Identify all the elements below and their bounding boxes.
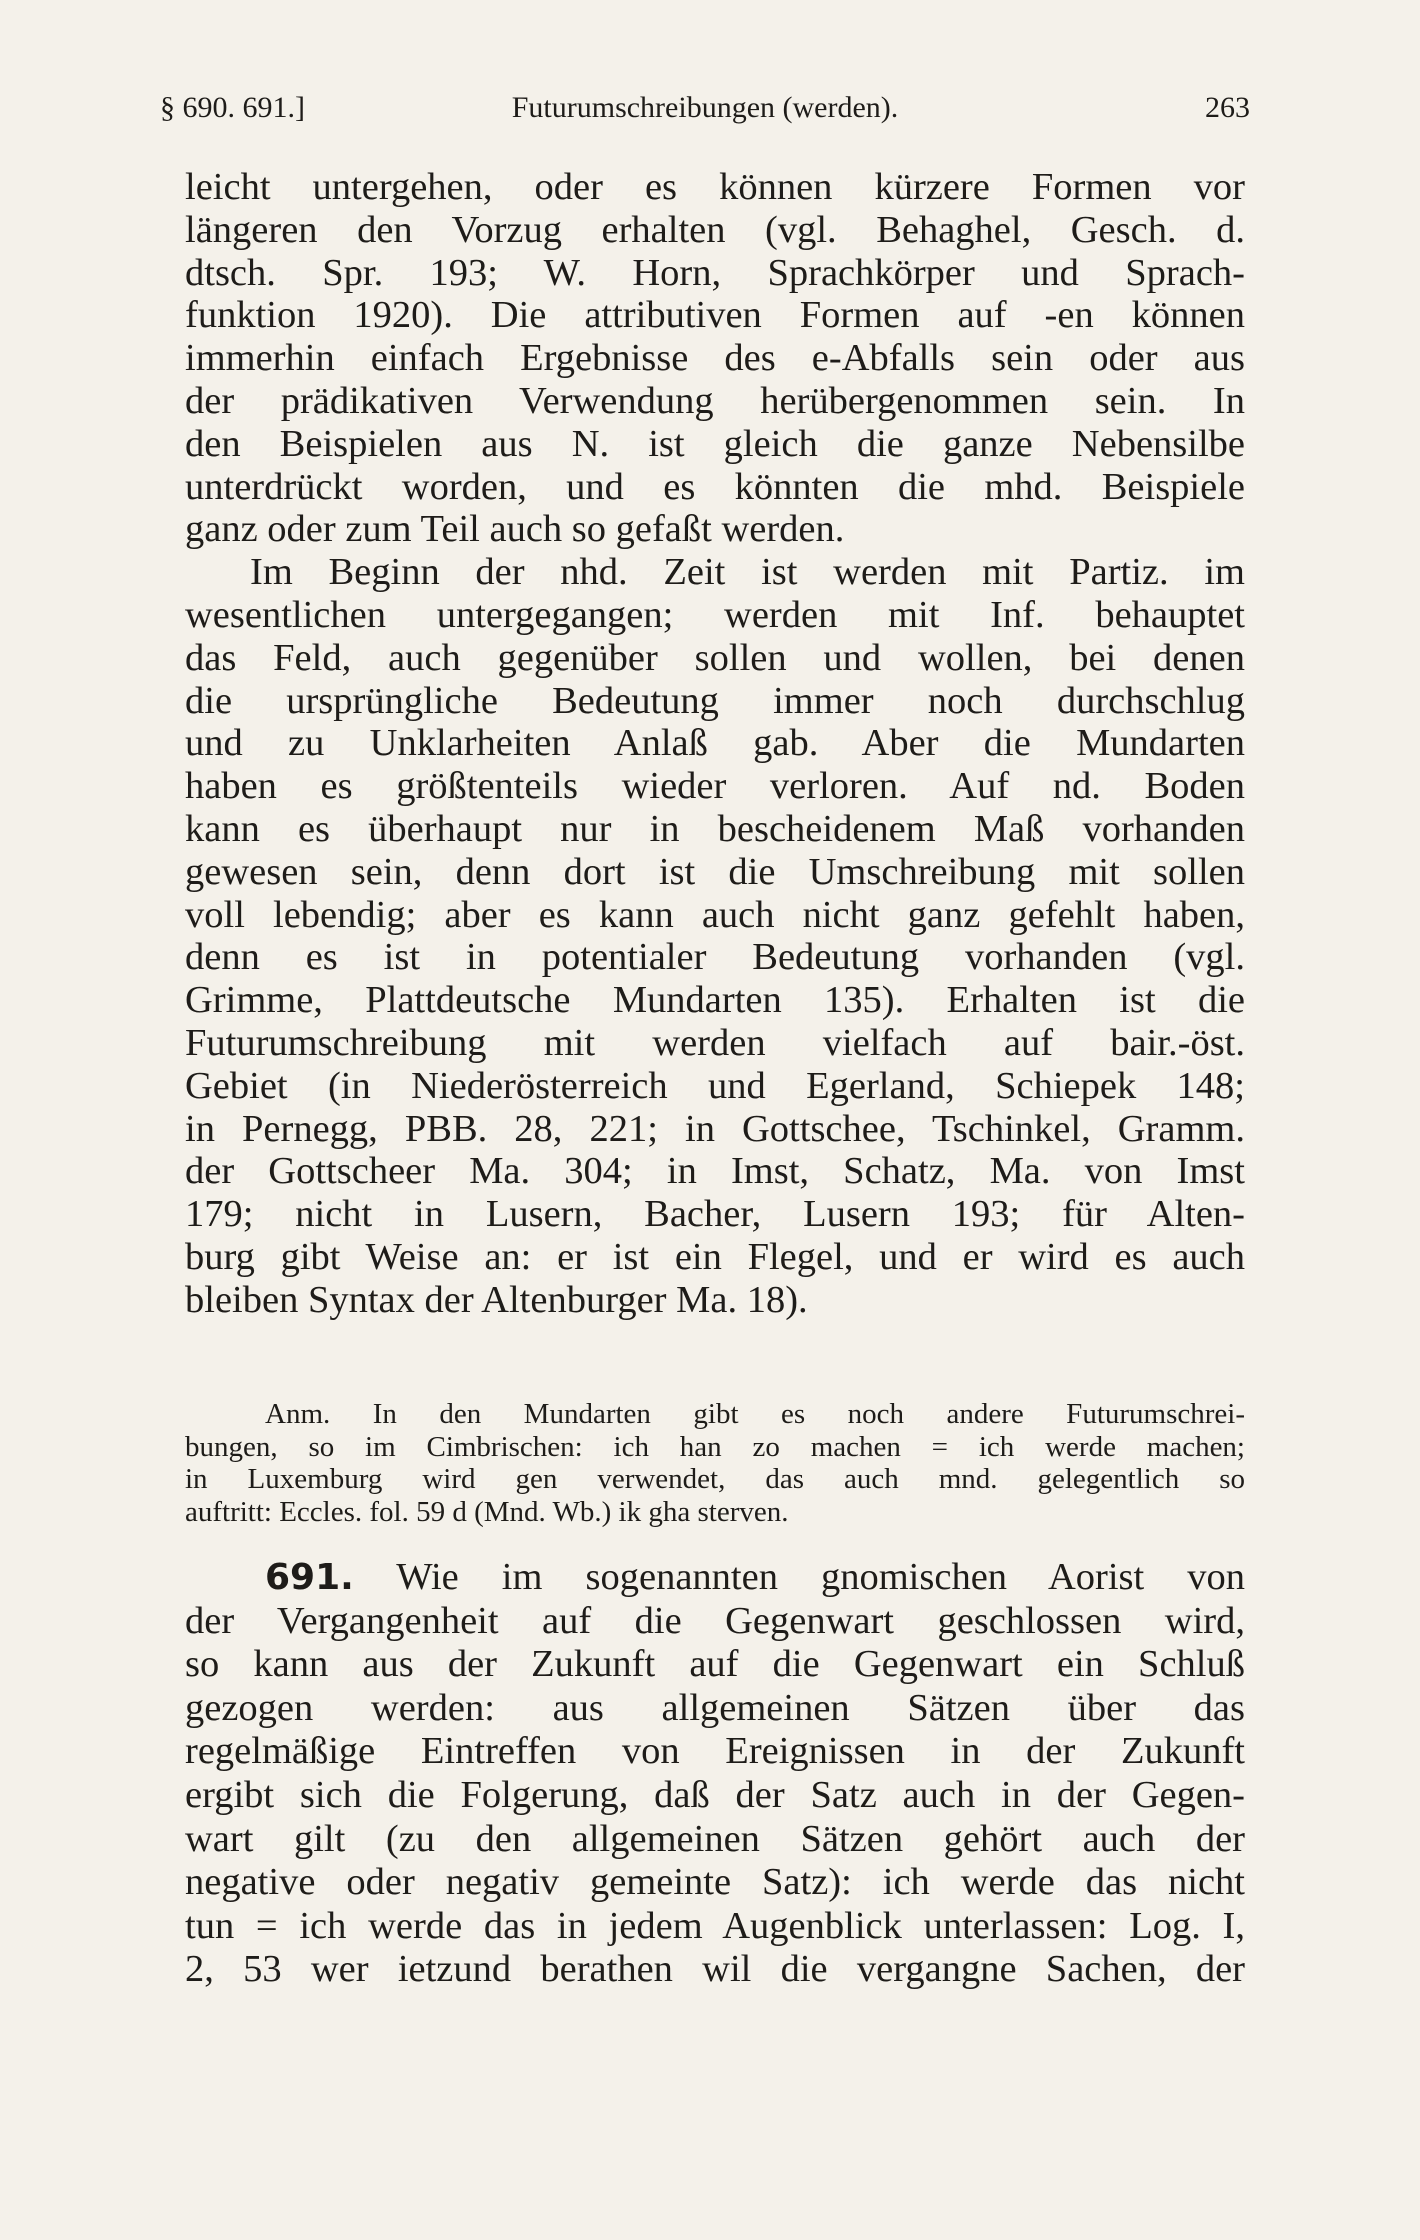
text-line: den Beispielen aus N. ist gleich die ganze Nebensilbe: [185, 422, 1245, 465]
running-head: [160, 86, 1250, 130]
text-line: in Pernegg, PBB. 28, 221; in Gottschee, Tschinkel, Gramm.: [185, 1107, 1245, 1150]
text-line: unterdrückt worden, und es könnten die mhd. Beispiele: [185, 465, 1245, 508]
text-line-content: Wie im sogenannten gnomischen Aorist von: [396, 1556, 1245, 1598]
text-line: funktion 1920). Die attributiven Formen auf -en können: [185, 294, 1245, 337]
text-line: negative oder negativ gemeinte Satz): ich werde das nicht: [185, 1861, 1245, 1904]
text-line: [185, 1556, 1245, 1600]
chapter-title: Futurumschreibungen (werden).: [511, 91, 899, 124]
text-line: burg gibt Weise an: er ist ein Flegel, und er wird es auch: [185, 1235, 1245, 1278]
page-number: 263: [1205, 91, 1250, 124]
text-line: 179; nicht in Lusern, Bacher, Lusern 193; für Alten-: [185, 1193, 1245, 1236]
text-line: ganz oder zum Teil auch so gefaßt werden.: [185, 508, 845, 551]
text-line: längeren den Vorzug erhalten (vgl. Behaghel, Gesch. d.: [185, 208, 1245, 251]
note-line: in Luxemburg wird gen verwendet, das auch mnd. gelegentlich so: [185, 1463, 1245, 1495]
section-number: 691.: [265, 1557, 354, 1598]
text-line: bleiben Syntax der Altenburger Ma. 18).: [185, 1278, 808, 1321]
text-line: Im Beginn der nhd. Zeit ist werden mit Partiz. im: [250, 551, 1245, 594]
text-line: voll lebendig; aber es kann auch nicht ganz gefehlt haben,: [185, 893, 1245, 936]
text-line: wesentlichen untergegangen; werden mit Inf. behauptet: [185, 593, 1245, 636]
text-line: Futurumschreibung mit werden vielfach auf bair.-öst.: [185, 1021, 1245, 1064]
text-line: tun = ich werde das in jedem Augenblick unterlassen: Log. I,: [185, 1904, 1245, 1947]
text-line: dtsch. Spr. 193; W. Horn, Sprachkörper und Sprach-: [185, 251, 1245, 294]
note-line: bungen, so im Cimbrischen: ich han zo machen = ich werde machen;: [185, 1430, 1245, 1463]
section-reference: § 690. 691.]: [160, 91, 305, 124]
text-line: und zu Unklarheiten Anlaß gab. Aber die Mundarten: [185, 722, 1245, 765]
text-line: leicht untergehen, oder es können kürzere Formen vor: [185, 166, 1245, 208]
note-line: Anm. In den Mundarten gibt es noch andere Futurumschrei-: [265, 1398, 1245, 1430]
text-line: Gebiet (in Niederösterreich und Egerland, Schiepek 148;: [185, 1064, 1245, 1107]
text-line: haben es größtenteils wieder verloren. Auf nd. Boden: [185, 765, 1245, 808]
text-line: gezogen werden: aus allgemeinen Sätzen über das: [185, 1686, 1245, 1729]
text-line: das Feld, auch gegenüber sollen und wollen, bei denen: [185, 636, 1245, 679]
note-line: auftritt: Eccles. fol. 59 d (Mnd. Wb.) ik gha sterven.: [185, 1495, 789, 1528]
main-paragraphs: [185, 166, 1245, 1322]
text-line: wart gilt (zu den allgemeinen Sätzen gehört auch der: [185, 1817, 1245, 1860]
text-line: kann es überhaupt nur in bescheidenem Maß vorhanden: [185, 807, 1245, 850]
text-line: gewesen sein, denn dort ist die Umschreibung mit sollen: [185, 850, 1245, 893]
text-line: ergibt sich die Folgerung, daß der Satz auch in der Gegen-: [185, 1773, 1245, 1816]
text-line: der Gottscheer Ma. 304; in Imst, Schatz, Ma. von Imst: [185, 1150, 1245, 1193]
text-line: die ursprüngliche Bedeutung immer noch durchschlug: [185, 679, 1245, 722]
text-line: der Vergangenheit auf die Gegenwart geschlossen wird,: [185, 1599, 1245, 1642]
text-line: Grimme, Plattdeutsche Mundarten 135). Erhalten ist die: [185, 979, 1245, 1022]
annotation-note: [185, 1398, 1245, 1528]
text-line: der prädikativen Verwendung herübergenommen sein. In: [185, 379, 1245, 422]
text-line: so kann aus der Zukunft auf die Gegenwart ein Schluß: [185, 1643, 1245, 1686]
text-line: immerhin einfach Ergebnisse des e-Abfalls sein oder aus: [185, 337, 1245, 380]
text-line: denn es ist in potentialer Bedeutung vorhanden (vgl.: [185, 936, 1245, 979]
text-line: 2, 53 wer ietzund berathen wil die vergangne Sachen, der: [185, 1948, 1245, 1991]
section-691: [185, 1556, 1245, 1992]
text-line: regelmäßige Eintreffen von Ereignissen in der Zukunft: [185, 1730, 1245, 1773]
